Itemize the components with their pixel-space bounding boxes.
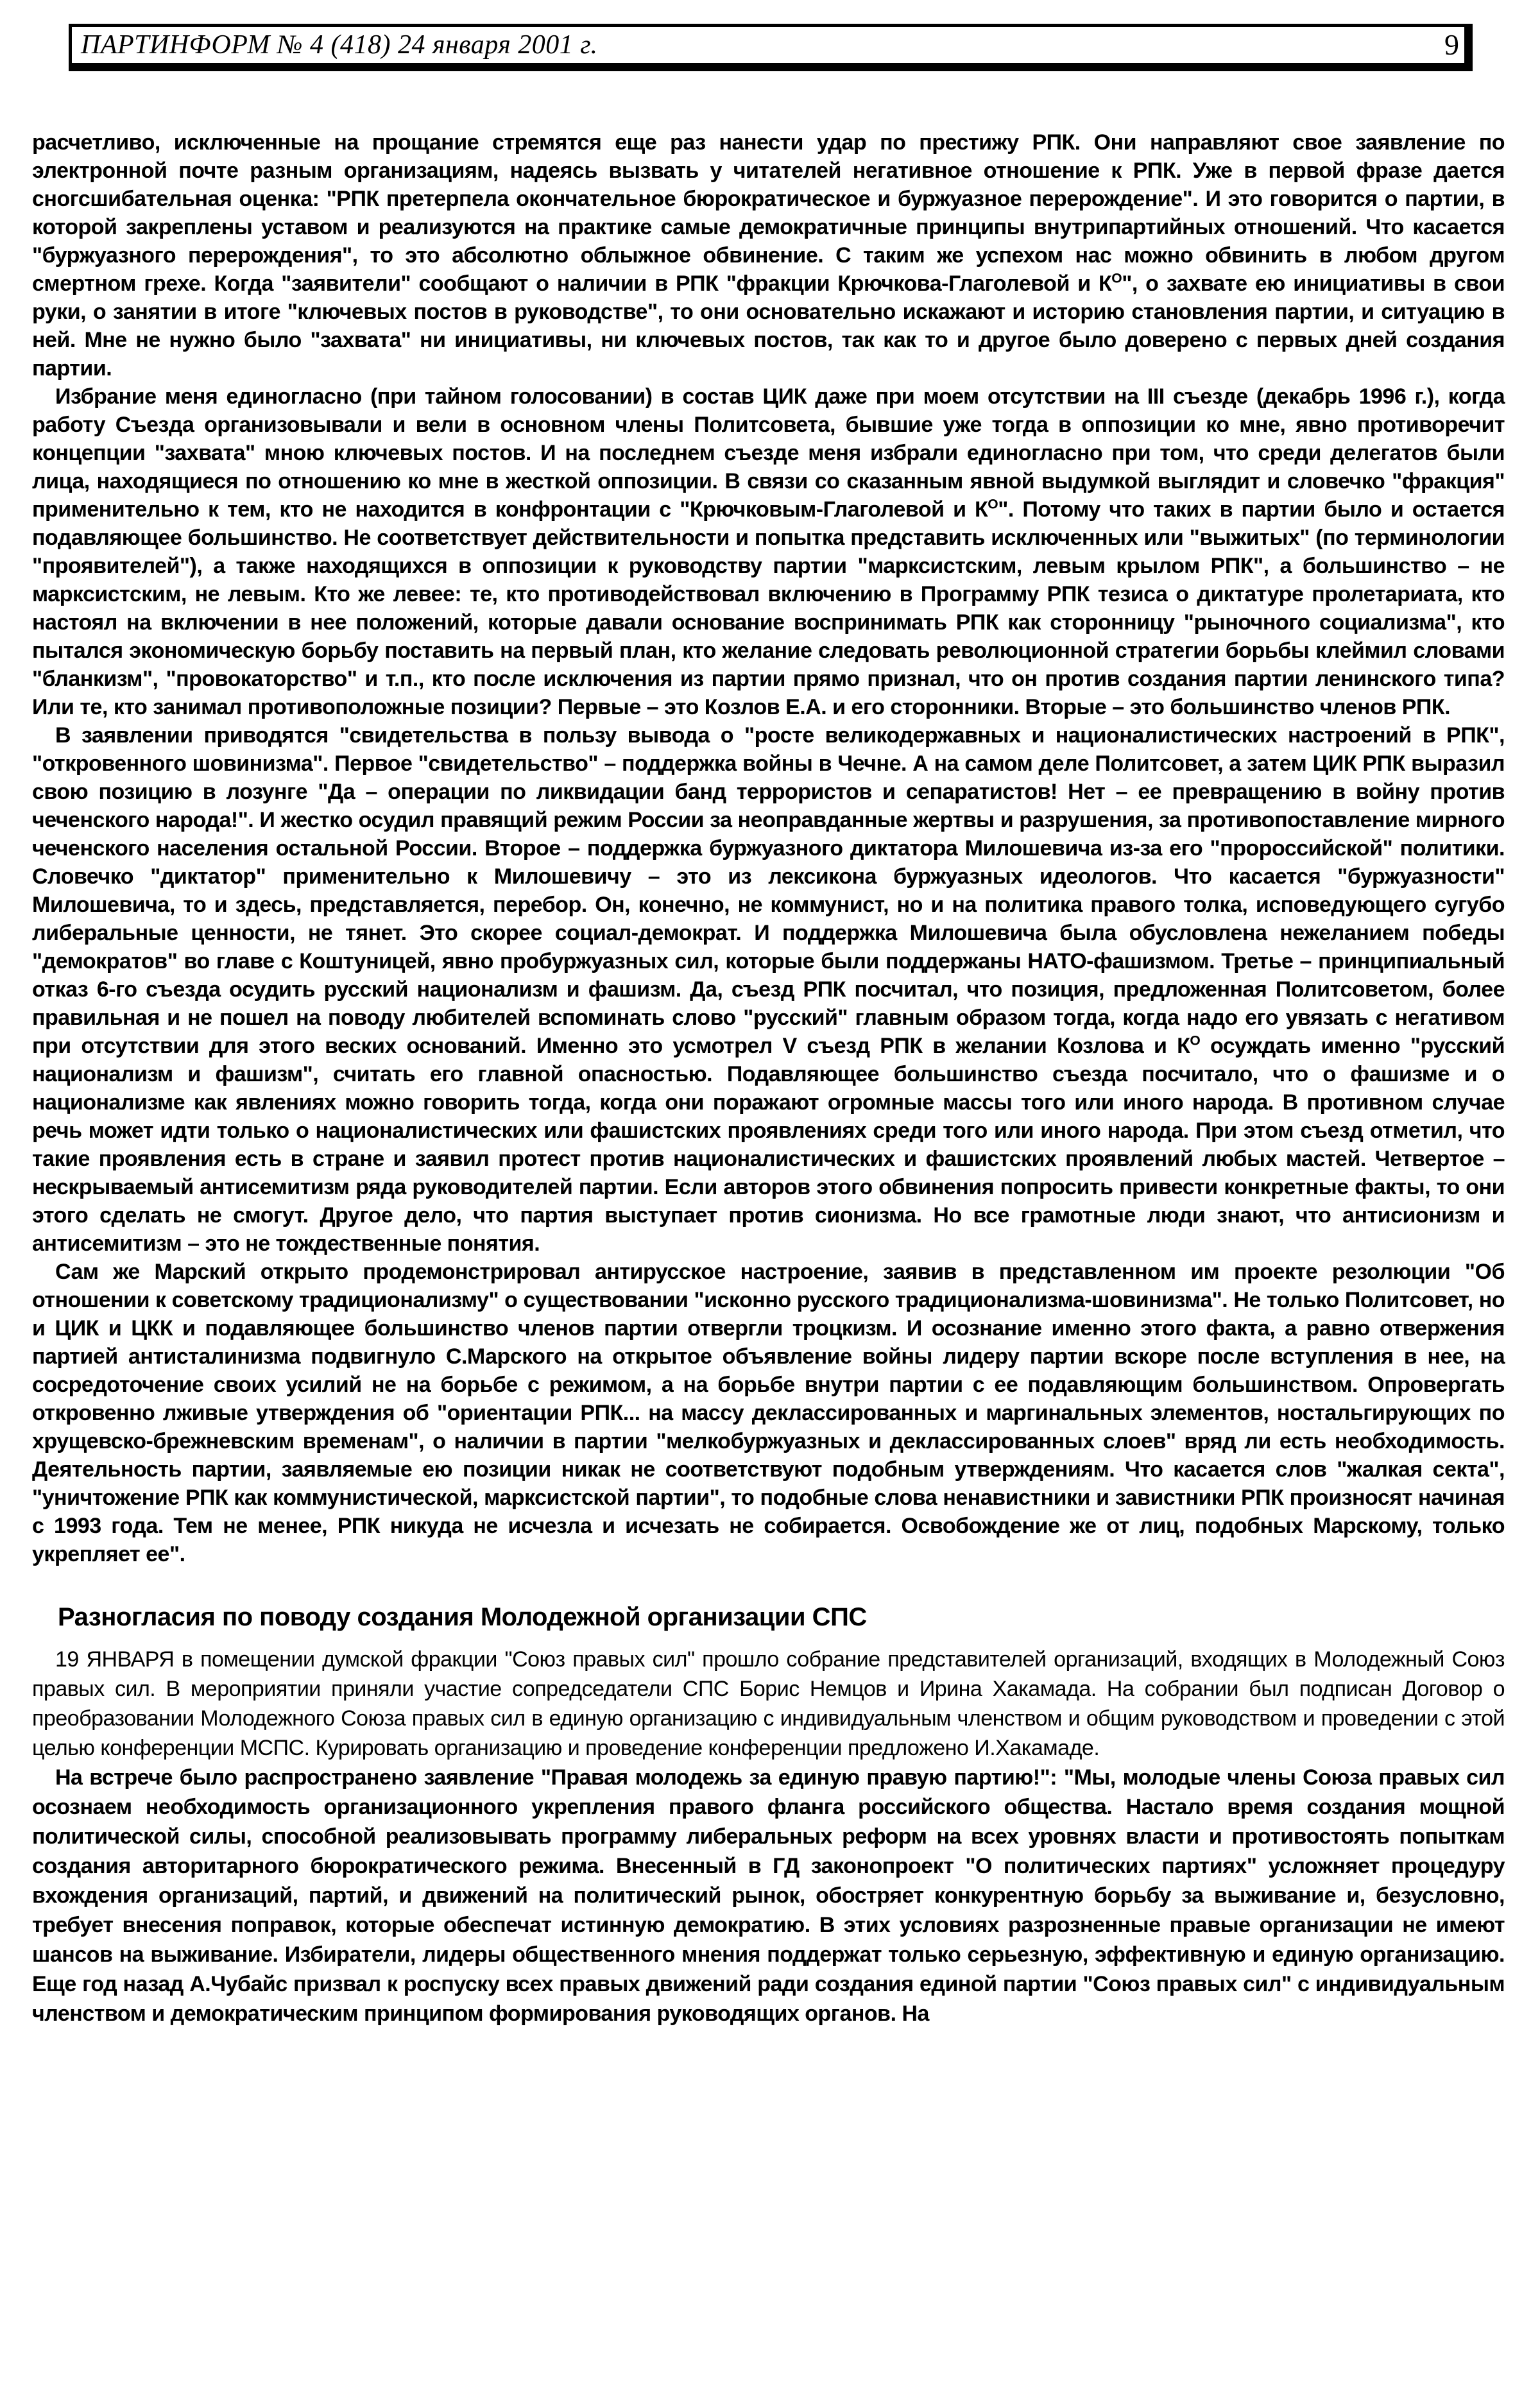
text-segment: 19 ЯНВАРЯ в помещении думской фракции "Союз правых сил" прошло собрание представителей организаций, входящих в Молодежный Союз правых сил. В мероприятии приняли участие сопредседатели СПС Борис Немцов и Ирина Хакамада. На собрании был подписан Договор о преобразовании Молодежного Союза правых сил в единую организацию с индивидуальным членством и общим руководством и проведении с этой целью конференции МСПС. Курировать организацию и проведение конференции предложено И.Хакамаде. (32, 1647, 1505, 1760)
text-segment: Сам же Марский открыто продемонстрировал антирусское настроение, заявив в представленном им проекте резолюции "Об отношении к советскому традиционализму" о существовании "исконно русского традиционализма-шовинизма". Не только Политсовет, но и ЦИК и ЦКК и подавляющее большинство членов партии отвергли троцкизм. И осознание именно этого факта, а равно отвержения партией антисталинизма подвигнуло С.Марского на открытое объявление войны лидеру партии вскоре после вступления в нее, на сосредоточение своих усилий не на борьбе с режимом, а на борьбе внутри партии с ее подавляющим большинством. Опровергать откровенно лживые утверждения об "ориентации РПК... на массу деклассированных и маргинальных элементов, ностальгирующих по хрущевско-брежневским временам", о наличии в партии "мелкобуржуазных и деклассированных слоев" вряд ли есть необходимость. Деятельность партии, заявляемые ею позиции никак не соответствуют подобным утверждениям. Что касается слов "жалкая секта", "уничтожение РПК как коммунистической, марксистской партии", то подобные слова ненавистники и завистники РПК произносят начиная с 1993 года. Тем не менее, РПК никуда не исчезла и исчезать не собирается. Освобождение же от лиц, подобных Марскому, только укрепляет ее". (32, 1260, 1505, 1566)
text-segment: ". Потому что таких в партии было и остается подавляющее большинство. Не соответствует действительности и попытка представить исключенных или "выжитых" (по терминологии "проявителей"), а также находящихся в оппозиции к руководству партии "марксистским, левым крылом РПК", а большинство – не марксистским, не левым. Кто же левее: те, кто противодействовал включению в Программу РПК тезиса о диктатуре пролетариата, кто настоял на включении в нее положений, которые давали основание воспринимать РПК как сторонницу "рыночного социализма", кто пытался экономическую борьбу поставить на первый план, кто желание следовать революционной стратегии борьбы клеймил словами "бланкизм", "провокаторство" и т.п., кто после исключения из партии прямо признал, что он против создания партии ленинского типа? Или те, кто занимал противоположные позиции? Первые – это Козлов Е.А. и его сторонники. Вторые – это большинство членов РПК. (32, 497, 1505, 719)
text-segment: ", о захвате ею инициативы в свои руки, о занятии в итоге "ключевых постов в руководстве", то они основательно искажают и историю становления партии, и ситуацию в ней. Мне не нужно было "захвата" ни инициативы, ни ключевых постов, так как то и другое было доверено с первых дней создания партии. (32, 271, 1505, 381)
paragraph (32, 721, 1505, 1258)
superscript-o: О (1111, 271, 1122, 286)
article-content (32, 128, 1505, 2028)
paragraph (32, 1763, 1505, 2028)
text-segment: В заявлении приводятся "свидетельства в пользу вывода о "росте великодержавных и националистических настроений в РПК", "откровенного шовинизма". Первое "свидетельство" – поддержка войны в Чечне. А на самом деле Политсовет, а затем ЦИК РПК выразил свою позицию в лозунге "Да – операции по ликвидации банд террористов и сепаратистов! Нет – ее превращению в войну против чеченского народа!". И жестко осудил правящий режим России за неоправданные жертвы и разрушения, за противопоставление мирного чеченского населения остальной России. Второе – поддержка буржуазного диктатора Милошевича из-за его "пророссийской" политики. Словечко "диктатор" применительно к Милошевичу – это из лексикона буржуазных идеологов. Что касается "буржуазности" Милошевича, то и здесь, представляется, перебор. Он, конечно, не коммунист, но и на политика правого толка, исповедующего сугубо либеральные ценности, не тянет. Это скорее социал-демократ. И поддержка Милошевича была обусловлена нежеланием победы "демократов" во главе с Коштуницей, явно пробуржуазных сил, которые были поддержаны НАТО-фашизмом. Третье – принципиальный отказ 6-го съезда осудить русский национализм и фашизм. Да, съезд РПК посчитал, что позиция, предложенная Политсоветом, более правильная и не пошел на поводу любителей вспоминать слово "русский" главным образом тогда, когда надо его увязать с негативом при отсутствии для этого веских оснований. Именно это усмотрел V съезд РПК в желании Козлова и К (32, 723, 1505, 1058)
page-header (69, 24, 1473, 71)
text-segment: осуждать именно "русский национализм и фашизм", считать его главной опасностью. Подавляющее большинство съезда посчитало, что о фашизме и о национализме как явлениях можно говорить тогда, когда они поражают огромные массы того или иного народа. В противном случае речь может идти только о националистических или фашистских проявлениях среди того или иного народа. При этом съезд отметил, что такие проявления есть в стране и заявил протест против националистических и фашистских проявлений любых мастей. Четвертое – нескрываемый антисемитизм ряда руководителей партии. Если авторов этого обвинения попросить привести конкретные факты, то они этого сделать не смогут. Другое дело, что партия выступает против сионизма. Но все грамотные люди знают, что антисионизм и антисемитизм – это не тождественные понятия. (32, 1034, 1505, 1256)
superscript-o: О (1190, 1033, 1201, 1049)
paragraph (32, 1645, 1505, 1763)
text-segment: На встрече было распространено заявление "Правая молодежь за единую правую партию!": "Мы, молодые члены Союза правых сил осознаем необходимость организационного укрепления правого фланга российского общества. Настало время создания мощной политической силы, способной реализовывать программу либеральных реформ на всех уровнях власти и противостоять попыткам создания авторитарного бюрократического режима. Внесенный в ГД законопроект "О политических партиях" усложняет процедуру вхождения организаций, партий, и движений на политический рынок, обостряет конкурентную борьбу за выживание и, безусловно, требует внесения поправок, которые обеспечат истинную демократию. В этих условиях разрозненные правые организации не имеют шансов на выживание. Избиратели, лидеры общественного мнения поддержат только серьезную, эффективную и единую организацию. Еще год назад А.Чубайс призвал к роспуску всех правых движений ради создания единой партии "Союз правых сил" с индивидуальным членством и демократическим принципом формирования руководящих органов. На (32, 1765, 1505, 2026)
paragraph (32, 1258, 1505, 1568)
newsletter-title: ПАРТИНФОРМ № 4 (418) 24 января 2001 г. (81, 30, 598, 60)
superscript-o: О (988, 497, 998, 512)
text-segment: расчетливо, исключенные на прощание стремятся еще раз нанести удар по престижу РПК. Они направляют свое заявление по электронной почте разным организациям, надеясь вызвать у читателей негативное отношение к РПК. Уже в первой фразе дается сногсшибательная оценка: "РПК претерпела окончательное бюрократическое и буржуазное перерождение". И это говорится о партии, в которой закреплены уставом и реализуются на практике самые демократичные принципы внутрипартийных отношений. Что касается "буржуазного перерождения", то это абсолютно облыжное обвинение. С таким же успехом нас можно обвинить в любом другом смертном грехе. Когда "заявители" сообщают о наличии в РПК "фракции Крючкова-Глаголевой и К (32, 130, 1505, 296)
section-heading: Разногласия по поводу создания Молодежной организации СПС (58, 1603, 867, 1631)
paragraph (32, 128, 1505, 382)
paragraph (32, 382, 1505, 721)
text-segment: Избрание меня единогласно (при тайном голосовании) в состав ЦИК даже при моем отсутствии на III съезде (декабрь 1996 г.), когда работу Съезда организовывали и вели в основном члены Политсовета, бывшие уже тогда в оппозиции ко мне, явно противоречит концепции "захвата" мною ключевых постов. И на последнем съезде меня избрали единогласно при том, что среди делегатов были лица, находящиеся по отношению ко мне в жесткой оппозиции. В связи со сказанным явной выдумкой выглядит и словечко "фракция" применительно к тем, кто не находится в конфронтации с "Крючковым-Глаголевой и К (32, 384, 1505, 522)
page-number: 9 (1444, 28, 1459, 61)
